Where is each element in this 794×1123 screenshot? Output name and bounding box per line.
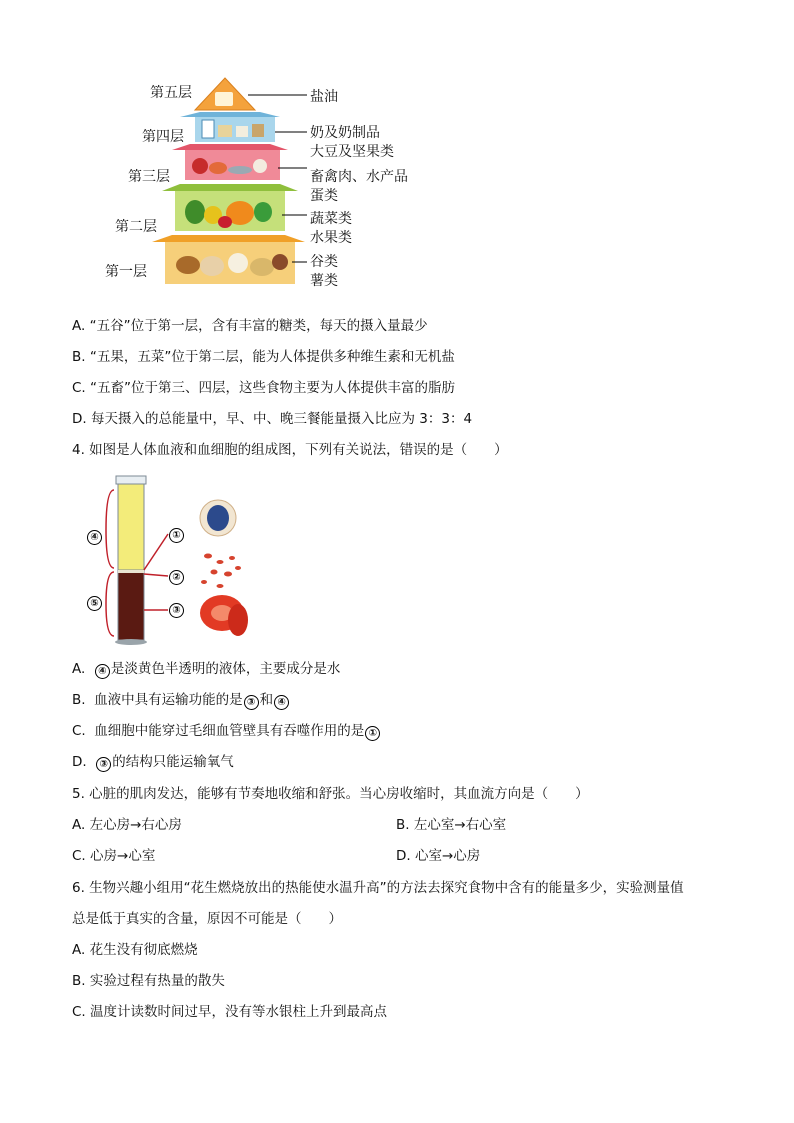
q4-option-c-prefix: C. 血细胞中能穿过毛细血管壁具有吞噬作用的是 xyxy=(72,723,365,739)
q4-option-d xyxy=(72,752,234,772)
q4-option-d-marker: ③ xyxy=(96,757,111,772)
q4-option-b-prefix: B. 血液中具有运输功能的是 xyxy=(72,692,243,708)
q5-option-b: B. 左心室→右心室 xyxy=(396,817,507,833)
food-label-fruits: 水果类 xyxy=(310,230,352,246)
marker-4-plasma: ④ xyxy=(87,530,102,545)
food-pyramid-figure xyxy=(100,70,430,295)
marker-2-platelet: ② xyxy=(169,570,184,585)
q5-stem: 5. 心脏的肌肉发达，能够有节奏地收缩和舒张。当心房收缩时，其血流方向是（ ） xyxy=(72,786,589,802)
food-label-soy-nuts: 大豆及坚果类 xyxy=(310,144,394,160)
food-label-vegetables: 蔬菜类 xyxy=(310,211,352,227)
blood-diagram-illustration xyxy=(80,470,260,650)
q4-option-b-marker-1: ③ xyxy=(244,695,259,710)
q4-option-b-marker-2: ④ xyxy=(274,695,289,710)
food-label-meat-fish: 畜禽肉、水产品 xyxy=(310,169,408,185)
q4-option-c xyxy=(72,721,381,741)
food-label-eggs: 蛋类 xyxy=(310,188,338,204)
q4-option-d-prefix: D. xyxy=(72,754,96,770)
marker-1-white-cell: ① xyxy=(169,528,184,543)
q4-option-a-prefix: A. xyxy=(72,661,94,677)
q4-option-b xyxy=(72,690,290,710)
q6-stem-line-1: 6. 生物兴趣小组用“花生燃烧放出的热能使水温升高”的方法去探究食物中含有的能量多少，实验测量值 xyxy=(72,880,684,896)
pyramid-layer-5-label: 第五层 xyxy=(150,85,192,101)
pyramid-layer-3-label: 第三层 xyxy=(128,169,170,185)
q4-option-a-text: 是淡黄色半透明的液体，主要成分是水 xyxy=(110,661,341,677)
q4-stem: 4. 如图是人体血液和血细胞的组成图，下列有关说法，错误的是（ ） xyxy=(72,442,508,458)
q4-option-b-mid: 和 xyxy=(259,692,274,708)
q3-option-d: D. 每天摄入的总能量中，早、中、晚三餐能量摄入比应为 3：3：4 xyxy=(72,411,473,427)
marker-5-blood-cells: ⑤ xyxy=(87,596,102,611)
pyramid-layer-4-label: 第四层 xyxy=(142,129,184,145)
q3-option-a: A. “五谷”位于第一层，含有丰富的糖类，每天的摄入量最少 xyxy=(72,318,428,334)
q3-option-c: C. “五畜”位于第三、四层，这些食物主要为人体提供丰富的脂肪 xyxy=(72,380,455,396)
food-label-salt-oil: 盐油 xyxy=(310,89,338,105)
q4-option-c-marker: ① xyxy=(365,726,380,741)
q6-option-a: A. 花生没有彻底燃烧 xyxy=(72,942,198,958)
q6-option-b: B. 实验过程有热量的散失 xyxy=(72,973,225,989)
q6-stem-line-2: 总是低于真实的含量，原因不可能是（ ） xyxy=(72,911,342,927)
q3-option-b: B. “五果，五菜”位于第二层，能为人体提供多种维生素和无机盐 xyxy=(72,349,455,365)
pyramid-layer-2-label: 第二层 xyxy=(115,219,157,235)
food-label-dairy: 奶及奶制品 xyxy=(310,125,380,141)
food-label-tubers: 薯类 xyxy=(310,273,338,289)
food-label-grains: 谷类 xyxy=(310,254,338,270)
q4-option-d-text: 的结构只能运输氧气 xyxy=(112,754,234,770)
q5-option-c: C. 心房→心室 xyxy=(72,848,156,864)
blood-composition-figure xyxy=(80,470,260,650)
pyramid-layer-1-label: 第一层 xyxy=(105,264,147,280)
q5-option-a: A. 左心房→右心房 xyxy=(72,817,182,833)
q5-option-d: D. 心室→心房 xyxy=(396,848,481,864)
q4-option-a xyxy=(72,659,340,679)
q6-option-c: C. 温度计读数时间过早，没有等水银柱上升到最高点 xyxy=(72,1004,388,1020)
marker-3-red-cell: ③ xyxy=(169,603,184,618)
q4-option-a-marker: ④ xyxy=(95,664,110,679)
